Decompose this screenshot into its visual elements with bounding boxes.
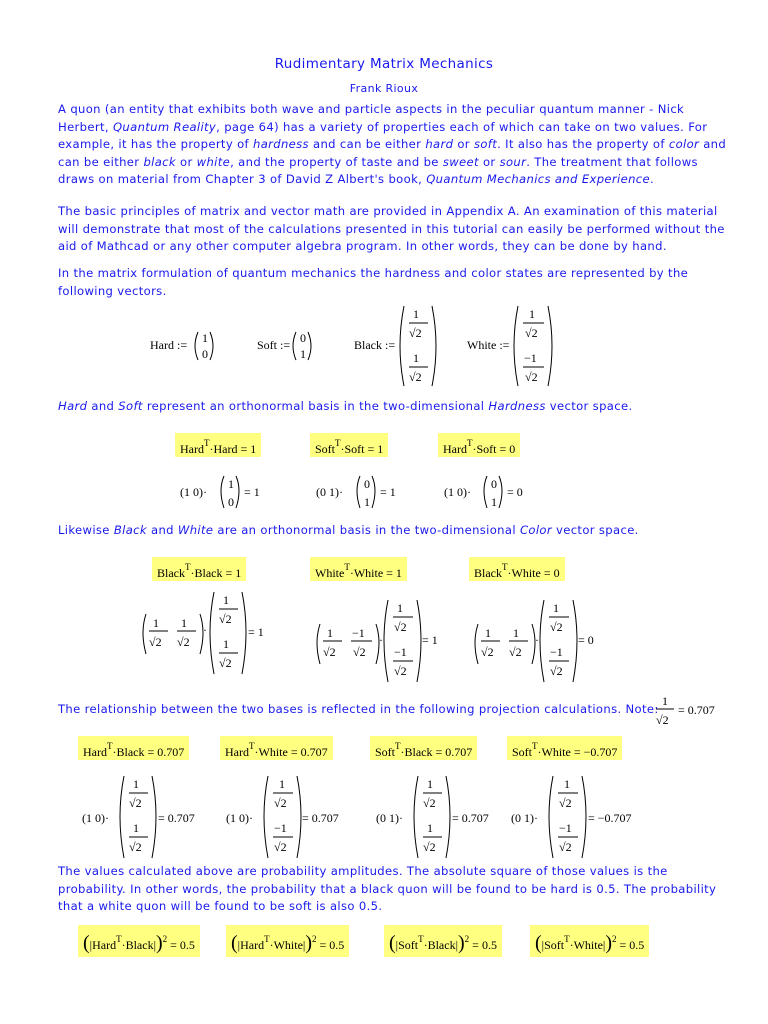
hard-black-result: Hard$^T$·Black = 0.707 [78, 736, 189, 760]
author: Frank Rioux [349, 82, 419, 95]
hardness-products [0, 468, 768, 514]
svg-text:√2: √2 [423, 840, 436, 854]
svg-text:1: 1 [427, 821, 433, 835]
svg-text:·: · [535, 633, 539, 647]
hard-white-result: Hard$^T$·White = 0.707 [220, 736, 333, 760]
svg-text:−1: −1 [394, 645, 407, 659]
svg-text:1: 1 [133, 777, 139, 791]
svg-text:= −0.707: = −0.707 [588, 811, 632, 825]
svg-text:√2: √2 [129, 796, 142, 810]
svg-text:√2: √2 [550, 620, 563, 634]
svg-text:√2: √2 [323, 645, 336, 659]
svg-text:0: 0 [491, 477, 497, 491]
svg-text:0: 0 [202, 347, 208, 361]
svg-text:1: 1 [228, 477, 234, 491]
svg-text:√2: √2 [525, 370, 538, 384]
intro-paragraph: A quon (an entity that exhibits both wave and particle aspects in the peculiar quantum manner - Nick Herbert, Quantum Reality, page 64) has a variety of properties each of which can take on two values. For example, it has the property of hardness and can be either hard or soft. It also has the property of color and can be either black or white, and the property of taste and be sweet or sour. The treatment that follows draws on material from Chapter 3 of David Z Albert's book, Quantum Mechanics and Experience. [58, 102, 727, 187]
svg-text:= 1: = 1 [380, 485, 396, 499]
svg-text:1: 1 [300, 347, 306, 361]
black-black-result: Black$^T$·Black = 1 [152, 557, 246, 581]
svg-text:1: 1 [662, 694, 668, 708]
note-sqrt [650, 692, 750, 732]
svg-text:√2: √2 [394, 664, 407, 678]
svg-text:√2: √2 [149, 635, 162, 649]
svg-text:−1: −1 [274, 821, 287, 835]
svg-text:1: 1 [202, 331, 208, 345]
svg-text:−1: −1 [559, 821, 572, 835]
svg-text:= 0: = 0 [507, 485, 523, 499]
page-title: Rudimentary Matrix Mechanics [274, 56, 494, 72]
svg-text:√2: √2 [274, 796, 287, 810]
svg-text:√2: √2 [394, 620, 407, 634]
svg-text:√2: √2 [274, 840, 287, 854]
svg-text:(0 1)·: (0 1)· [376, 811, 403, 825]
soft-black-result: Soft$^T$·Black = 0.707 [370, 736, 477, 760]
svg-text:1: 1 [327, 626, 333, 640]
svg-text:1: 1 [153, 616, 159, 630]
svg-text:√2: √2 [423, 796, 436, 810]
appendix-paragraph: The basic principles of matrix and vector math are provided in Appendix A. An examination of this material will demonstrate that most of the calculations presented in this tutorial can easily be performed without the aid of Mathcad or any other computer algebra program. In other words, they can be done by hand. [58, 204, 725, 254]
svg-text:1: 1 [413, 307, 419, 321]
hardness-basis-text: Hard and Soft represent an orthonormal basis in the two-dimensional Hardness vector space. [58, 399, 633, 413]
soft-white-result: Soft$^T$·White = −0.707 [507, 736, 622, 760]
svg-text:1: 1 [564, 777, 570, 791]
svg-text:1: 1 [279, 777, 285, 791]
hard-soft-result: Hard$^T$·Soft = 0 [438, 433, 520, 457]
svg-text:= 1: = 1 [422, 633, 438, 647]
svg-text:√2: √2 [481, 645, 494, 659]
svg-text:Soft :=: Soft := [257, 338, 291, 352]
svg-text:Hard :=: Hard := [150, 338, 188, 352]
svg-text:−1: −1 [352, 626, 365, 640]
svg-text:1: 1 [485, 626, 491, 640]
svg-text:(1 0)·: (1 0)· [444, 485, 471, 499]
color-products [0, 588, 768, 684]
svg-text:(1 0)·: (1 0)· [180, 485, 207, 499]
svg-text:√2: √2 [559, 840, 572, 854]
white-white-result: White$^T$·White = 1 [310, 557, 407, 581]
soft-def [257, 331, 311, 361]
black-white-result: Black$^T$·White = 0 [469, 557, 565, 581]
svg-text:√2: √2 [129, 840, 142, 854]
svg-text:1: 1 [223, 593, 229, 607]
svg-text:√2: √2 [656, 713, 669, 727]
svg-text:= 0.707: = 0.707 [158, 811, 195, 825]
color-basis-text: Likewise Black and White are an orthonormal basis in the two-dimensional Color vector space. [58, 523, 639, 537]
svg-text:(0 1)·: (0 1)· [316, 485, 343, 499]
svg-text:= 0.707: = 0.707 [302, 811, 339, 825]
svg-text:White :=: White := [467, 338, 510, 352]
svg-text:−1: −1 [524, 351, 537, 365]
svg-text:1: 1 [491, 495, 497, 509]
soft-black-probability: (|Soft$^T$·Black|)$^2$ = 0.5 [384, 925, 502, 957]
svg-text:√2: √2 [525, 326, 538, 340]
svg-text:= 0.707: = 0.707 [678, 703, 715, 717]
svg-text:·: · [379, 633, 383, 647]
svg-text:1: 1 [427, 777, 433, 791]
svg-text:√2: √2 [409, 370, 422, 384]
hard-white-probability: (|Hard$^T$·White|)$^2$ = 0.5 [226, 925, 349, 957]
svg-text:1: 1 [223, 637, 229, 651]
svg-text:1: 1 [553, 601, 559, 615]
svg-text:0: 0 [364, 477, 370, 491]
svg-text:1: 1 [133, 821, 139, 835]
svg-text:Black :=: Black := [354, 338, 396, 352]
svg-text:√2: √2 [509, 645, 522, 659]
svg-text:√2: √2 [550, 664, 563, 678]
svg-text:1: 1 [181, 616, 187, 630]
svg-text:1: 1 [364, 495, 370, 509]
svg-text:·: · [203, 623, 207, 637]
svg-text:√2: √2 [559, 796, 572, 810]
svg-text:1: 1 [529, 307, 535, 321]
svg-text:√2: √2 [409, 326, 422, 340]
svg-text:(1 0)·: (1 0)· [226, 811, 253, 825]
soft-soft-result: Soft$^T$·Soft = 1 [310, 433, 388, 457]
projection-products [0, 772, 768, 862]
svg-text:(0 1)·: (0 1)· [511, 811, 538, 825]
hard-def [150, 331, 213, 361]
svg-text:1: 1 [413, 351, 419, 365]
svg-text:1: 1 [513, 626, 519, 640]
probability-paragraph: The values calculated above are probability amplitudes. The absolute square of those values is the probability. In other words, the probability that a black quon will be found to be hard is 0.5. The probability that a white quon will be found to be soft is also 0.5. [58, 864, 717, 914]
svg-text:= 0.707: = 0.707 [452, 811, 489, 825]
svg-text:0: 0 [228, 495, 234, 509]
svg-text:√2: √2 [219, 612, 232, 626]
svg-text:0: 0 [300, 331, 306, 345]
svg-text:√2: √2 [177, 635, 190, 649]
hard-black-probability: (|Hard$^T$·Black|)$^2$ = 0.5 [78, 925, 200, 957]
hard-hard-result: Hard$^T$·Hard = 1 [175, 433, 261, 457]
svg-text:= 1: = 1 [248, 625, 264, 639]
svg-text:√2: √2 [353, 645, 366, 659]
soft-white-probability: (|Soft$^T$·White|)$^2$ = 0.5 [530, 925, 649, 957]
svg-text:1: 1 [397, 601, 403, 615]
svg-text:= 1: = 1 [244, 485, 260, 499]
svg-text:√2: √2 [219, 656, 232, 670]
vectors-paragraph: In the matrix formulation of quantum mechanics the hardness and color states are represented by the following vectors. [58, 266, 689, 298]
svg-text:= 0: = 0 [578, 633, 594, 647]
black-def [354, 306, 436, 386]
svg-text:(1 0)·: (1 0)· [82, 811, 109, 825]
white-def [467, 306, 552, 386]
svg-text:−1: −1 [550, 645, 563, 659]
vector-definitions [0, 300, 768, 392]
projection-text: The relationship between the two bases is reflected in the following projection calculations. Note: [58, 702, 659, 716]
